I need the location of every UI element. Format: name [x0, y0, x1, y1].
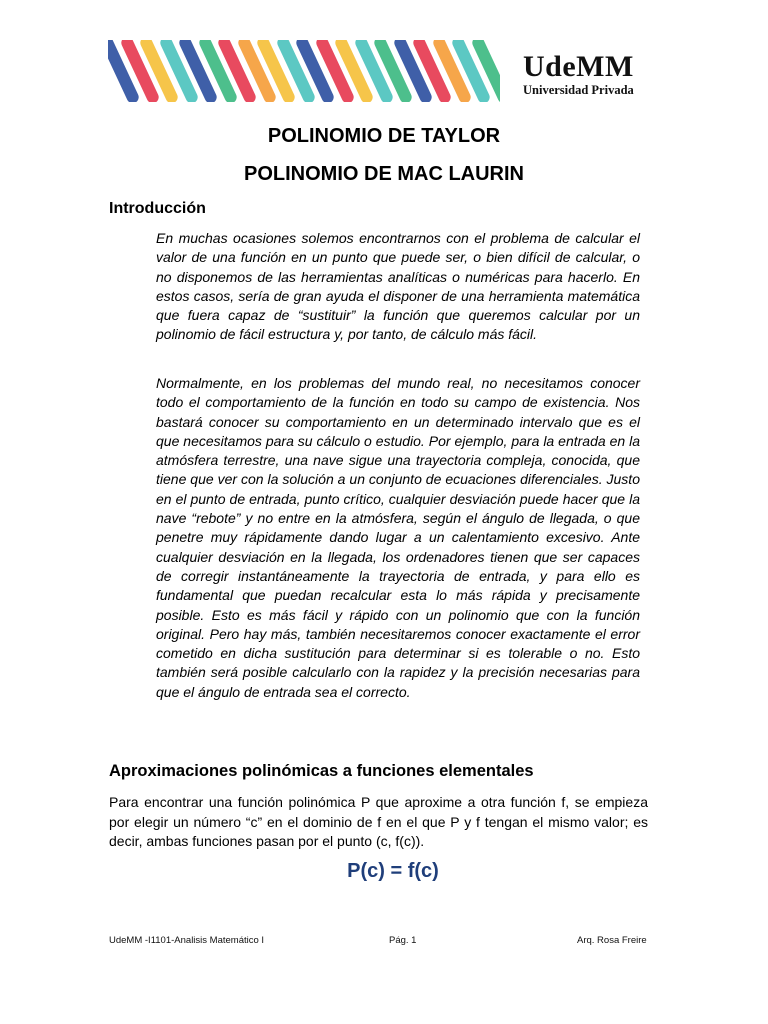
page-header	[108, 40, 648, 102]
intro-paragraph-2: Normalmente, en los problemas del mundo real, no necesitamos conocer todo el comportamiento de la función en todo su campo de existencia. Nos bastará conocer su comportamiento en un determinado intervalo que es el que necesitamos para su cálculo o estudio. Por ejemplo, para la entrada en la atmósfera terrestre, una nave sigue una trayectoria compleja, conocida, que tiene que ver con la solución a un conjunto de ecuaciones diferenciales. Justo en el punto de entrada, punto crítico, cualquier desviación puede hacer que la nave “rebote” y no entre en la atmósfera, según el ángulo de llegada, o que penetre muy rápidamente dando lugar a un calentamiento excesivo. Ante cualquier desviación en la llegada, los ordenadores tienen que ser capaces de corregir instantáneamente la trayectoria de entrada, y para ello es fundamental que puedan recalcular esta lo más rápida y precisamente posible. Esto es más fácil y rápido con un polinomio que con la función original. Pero hay más, también necesitaremos conocer exactamente el error cometido en dicha sustitución para determinar si es tolerable o no. Esto también será posible calcularlo con la rapidez y la precisión necesarias para que el ángulo de entrada sea el correcto.	[156, 375, 640, 700]
udemm-logo	[523, 52, 634, 98]
logo-sub-text: Universidad Privada	[523, 83, 634, 97]
footer-page-number: Pág. 1	[389, 935, 417, 946]
section-heading-introduccion: Introducción	[109, 200, 206, 217]
aproximaciones-paragraph: Para encontrar una función polinómica P que aproxime a otra función f, se empieza por elegir un número “c” en el dominio de f en el que P y f tengan el mismo valor; es decir, ambas funciones pasan por el punto (c, f(c)).	[109, 794, 648, 849]
section-heading-aproximaciones: Aproximaciones polinómicas a funciones elementales	[109, 762, 534, 780]
document-title: POLINOMIO DE TAYLOR	[267, 125, 501, 147]
logo-main-text: UdeMM	[523, 50, 634, 83]
decorative-stripes	[108, 40, 500, 102]
footer-course: UdeMM -I1101-Analisis Matemático I	[109, 935, 265, 946]
footer-author: Arq. Rosa Freire	[577, 935, 647, 946]
formula-pc-equals-fc: P(c) = f(c)	[347, 860, 439, 882]
intro-paragraph-1: En muchas ocasiones solemos encontrarnos con el problema de calcular el valor de una función en un punto que puede ser, o bien difícil de calcular, o no disponemos de las herramientas analíticas o numéricas para hacerlo. En estos casos, sería de gran ayuda el disponer de una herramienta matemática que fuera capaz de “sustituir” la función que queremos calcular por un polinomio de fácil estructura y, por tanto, de cálculo más fácil.	[156, 230, 640, 343]
document-subtitle: POLINOMIO DE MAC LAURIN	[244, 163, 524, 185]
